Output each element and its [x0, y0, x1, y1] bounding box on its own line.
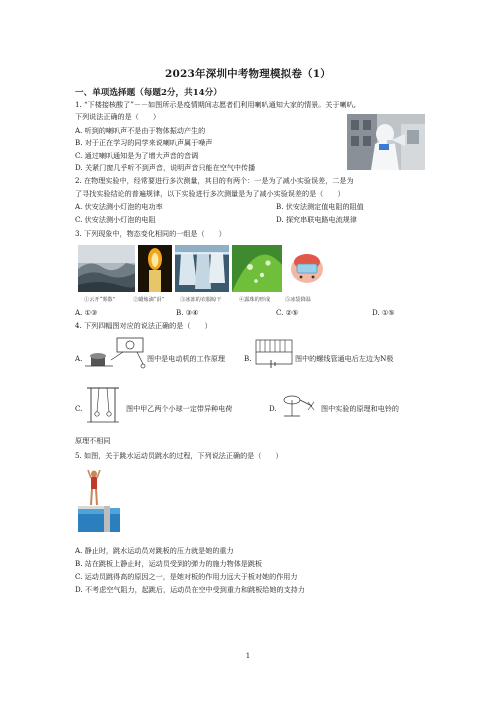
q3-caption-5: ⑤冰袋降温	[285, 297, 311, 303]
q3-option-b: B. ③④	[176, 308, 199, 317]
q4-d-experiment-diagram	[278, 390, 316, 420]
exam-title: 2023年深圳中考物理模拟卷（1）	[165, 68, 331, 80]
q4-option-c-text: 图中甲乙两个小球一定带异种电荷	[126, 404, 233, 413]
q3-option-a: A. ①③	[75, 308, 98, 317]
q1-option-c: C. 通过喇叭通知是为了增大声音的音调	[75, 151, 199, 160]
q3-photo-candle	[138, 245, 172, 292]
section-heading: 一、单项选择题（每题2分，共14分）	[75, 88, 222, 98]
q5-option-b: B. 站在跳板上静止时，运动员受到的弹力的施力物体是跳板	[75, 559, 263, 568]
q1-stem-line2: 下列说法正确的是（ ）	[75, 112, 161, 121]
q3-photo-dew	[232, 245, 282, 292]
q4-option-a-text: 图中是电动机的工作原理	[147, 354, 226, 363]
q2-stem-line1: 2. 在物理实验中，经常要进行多次测量，其目的有两个：一是为了减小实验误差，二是为	[75, 176, 354, 185]
q1-option-d: D. 关紧门窗几乎听不到声音，说明声音只能在空气中传播	[75, 163, 256, 172]
q5-stem: 5. 如图，关于跳水运动员跳水的过程，下列说法正确的是（ ）	[75, 451, 283, 460]
q3-photo-frozen-clothes	[175, 245, 229, 292]
q1-volunteer-photo	[347, 114, 425, 170]
q4-stem: 4. 下列四幅图对应的说法正确的是（ ）	[75, 321, 212, 330]
q3-stem: 3. 下列现象中，物态变化相同的一组是（ ）	[75, 229, 226, 238]
q2-option-c: C. 伏安法测小灯泡的电阻	[75, 215, 156, 224]
q5-option-a: A. 静止时，跳水运动员对跳板的压力就是她的重力	[75, 546, 234, 555]
q1-option-a: A. 听到的喇叭声不是由于物体振动产生的	[75, 126, 206, 135]
q5-option-d: D. 不考虑空气阻力，起跳后，运动员在空中受到重力和跳板给她的支持力	[75, 585, 305, 594]
q2-option-d: D. 探究串联电路电流规律	[276, 215, 357, 224]
q4-option-d-text-continued: 原理不相同	[75, 436, 111, 445]
q4-option-c-label: C.	[75, 404, 83, 413]
q1-stem-line1: 1. “下楼接核酸了”－－如图所示是疫情期间志愿者们利用喇叭通知大家的情景。关于喇叭,	[75, 100, 356, 109]
q4-option-d-text: 图中实验的原理和电铃的	[321, 404, 400, 413]
q3-caption-1: ①云开“雾散”	[84, 297, 116, 303]
q2-stem-line2: 了寻找实验结论的普遍规律，以下实验进行多次测量是为了减小实验误差的是（ ）	[75, 189, 345, 198]
q4-b-solenoid-diagram	[254, 336, 294, 370]
q4-c-charged-balls-diagram	[85, 386, 121, 426]
q3-option-c: C. ②⑤	[276, 308, 299, 317]
q3-photo-ice-pack	[287, 250, 327, 288]
q4-option-a-label: A.	[75, 354, 83, 363]
q3-option-d: D. ①⑤	[372, 308, 395, 317]
q3-caption-3: ③冰冻的衣服晾干	[180, 297, 222, 303]
q2-option-a: A. 伏安法测小灯泡的电功率	[75, 202, 163, 211]
q4-a-motor-diagram	[83, 336, 147, 372]
page-number: 1	[245, 652, 251, 660]
q3-caption-2: ②蜡烛滴“泪”	[133, 297, 165, 303]
q3-caption-4: ④露珠的形成	[239, 297, 271, 303]
q3-photo-fog	[78, 245, 135, 292]
q2-option-b: B. 伏安法测定值电阻的阻值	[276, 202, 364, 211]
q4-option-b-text: 图中的螺线管通电后左边为N极	[295, 354, 394, 363]
q4-option-d-label: D.	[269, 404, 277, 413]
q1-option-b: B. 对于正在学习的同学来说喇叭声属于噪声	[75, 138, 213, 147]
q4-option-b-label: B.	[244, 354, 252, 363]
q5-option-c: C. 运动员跳得高的原因之一，是她对板的作用力远大于板对她的作用力	[75, 572, 298, 581]
q5-diver-photo	[78, 468, 120, 532]
